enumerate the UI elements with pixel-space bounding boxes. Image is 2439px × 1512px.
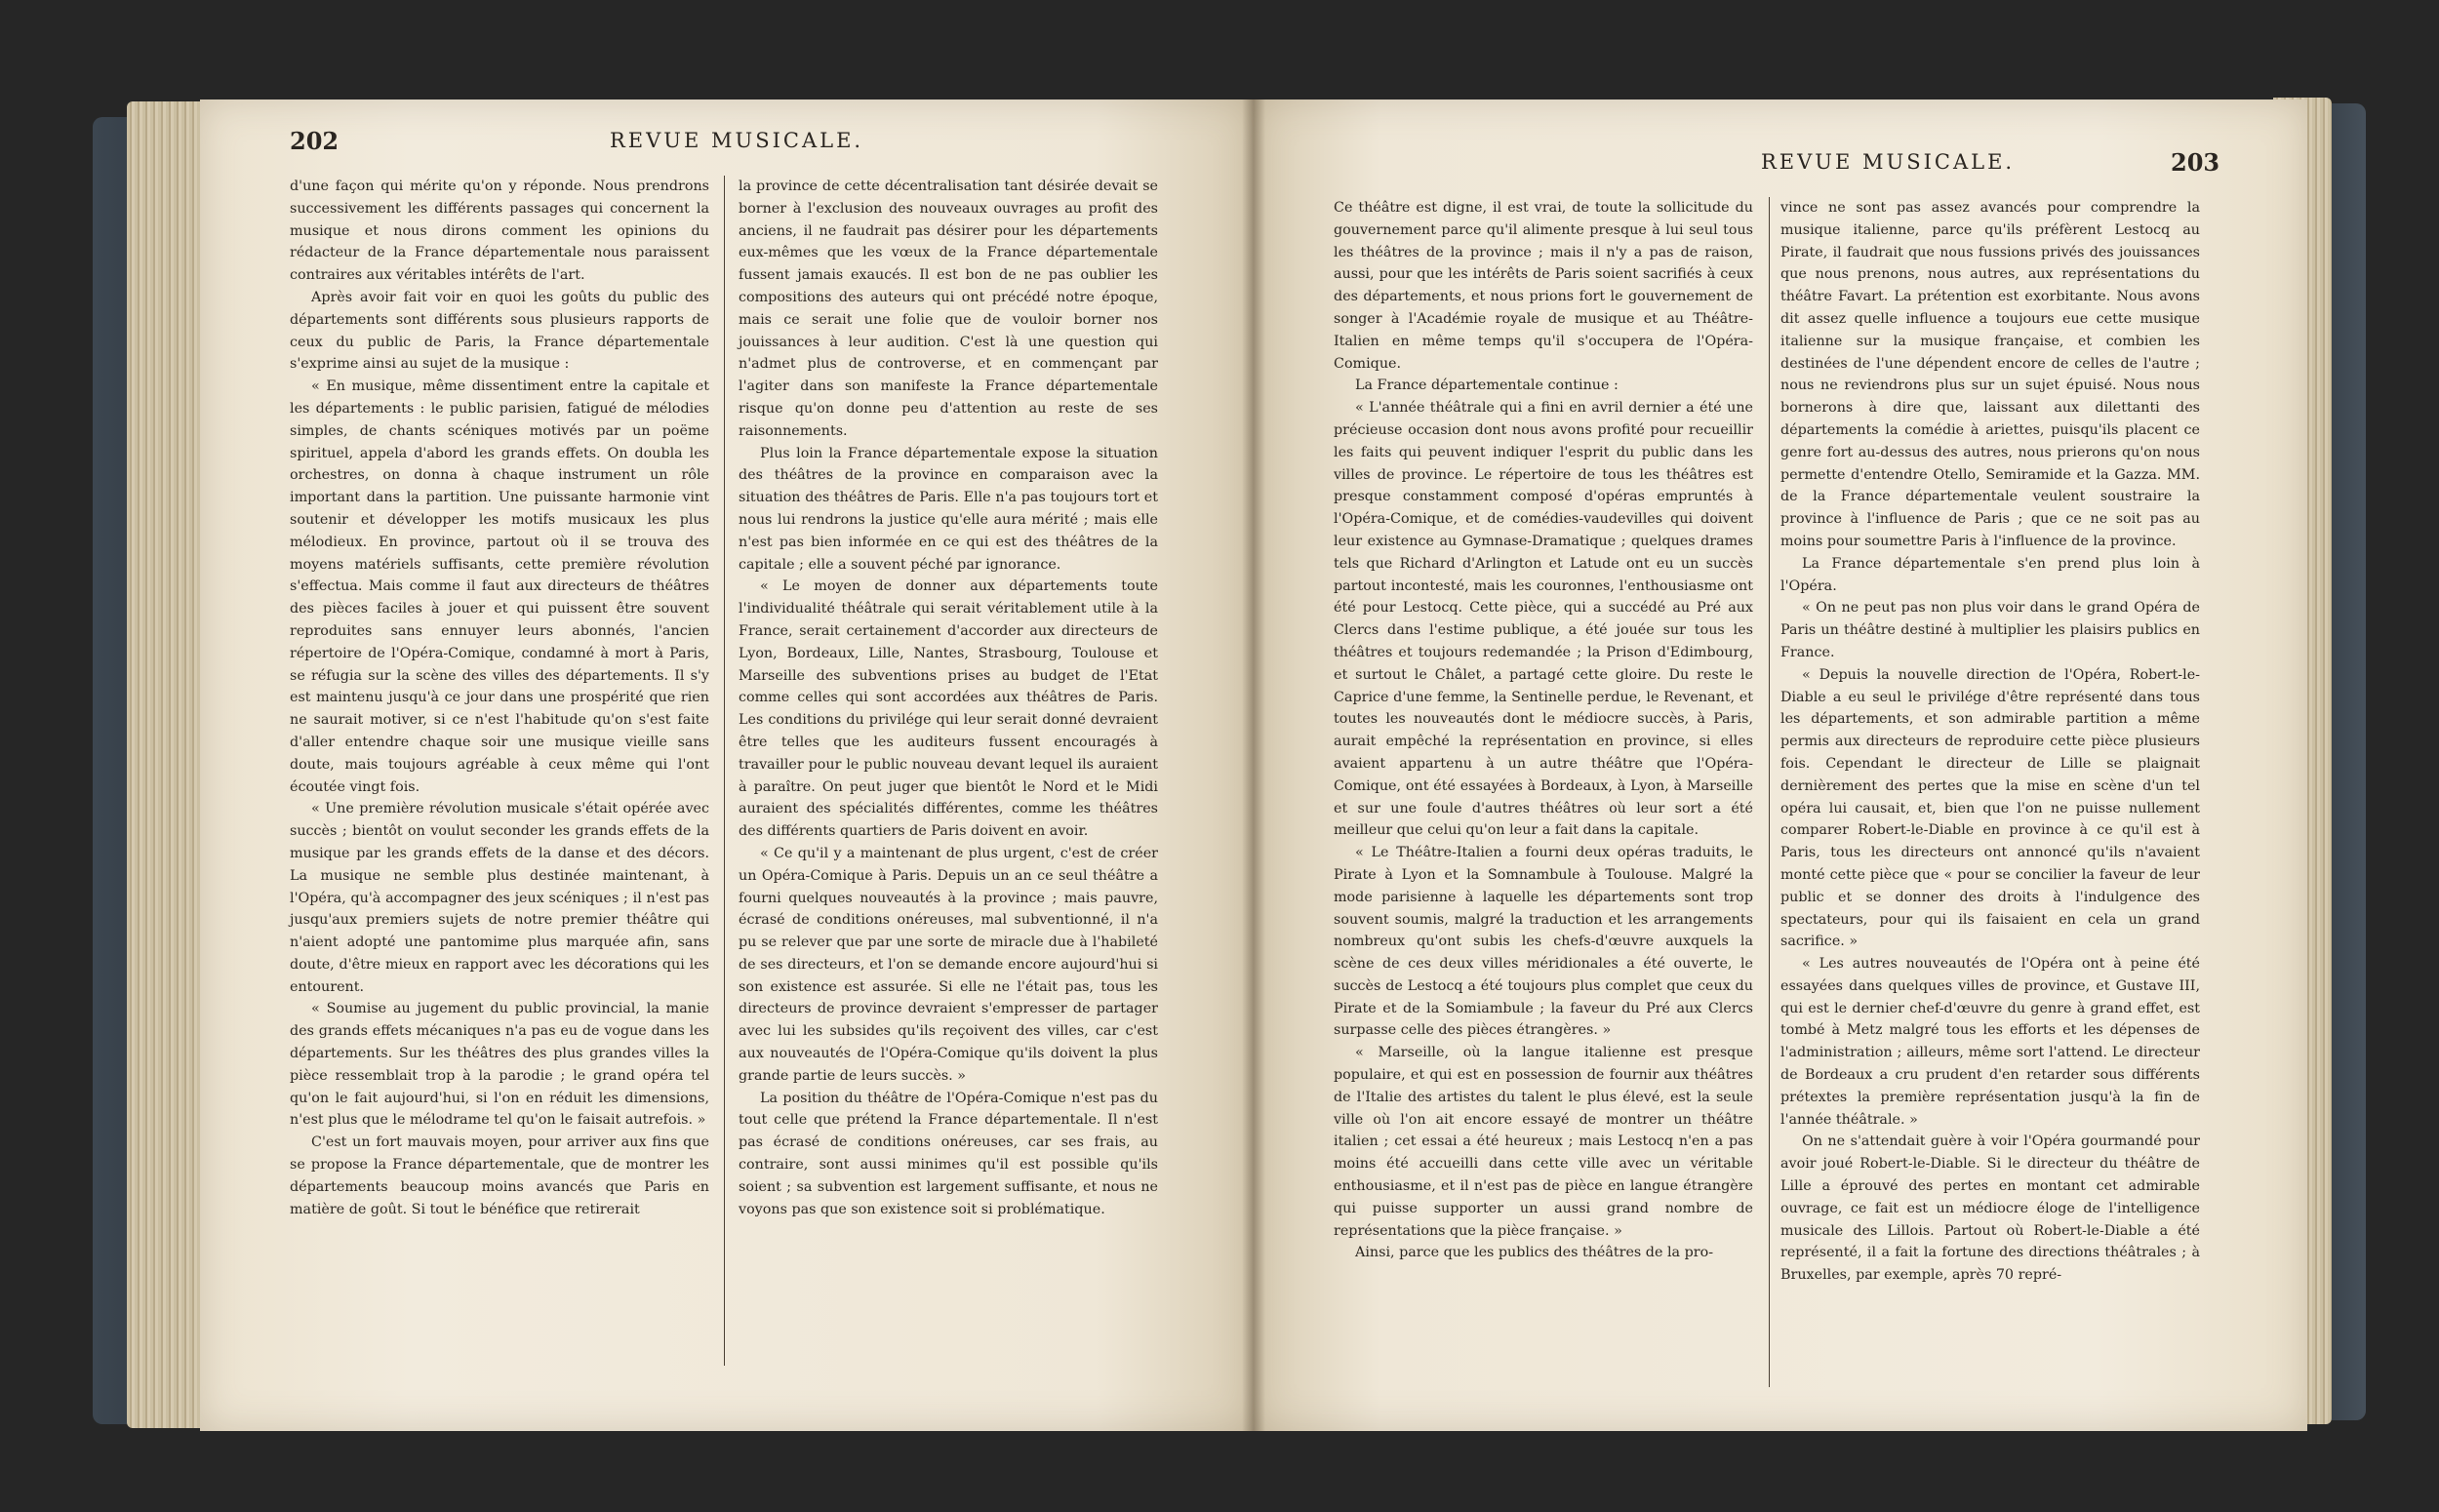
open-book	[93, 90, 2366, 1441]
paragraph: d'une façon qui mérite qu'on y réponde. Nous prendrons successivement les différents passages qui concernent la musique et nous dirons comment les opinions du rédacteur de la France départementale nous paraissent contraires aux véritables intérêts de l'art.	[290, 179, 709, 284]
paragraph: « Depuis la nouvelle direction de l'Opéra, Robert-le-Diable a eu seul le privilége d'être représenté dans tous les départements, et son admirable partition a même permis aux directeurs de reproduire cette pièce plusieurs fois. Cependant le directeur de Lille se plaignait dernièrement des pertes que la mise en scène d'un tel opéra lui causait, et, bien que l'on ne puisse nullement comparer Robert-le-Diable en province à ce qu'il est à Paris, tous les directeurs ont annoncé qu'ils n'avaient monté cette pièce que « pour se concilier la faveur de leur public et se donner des droits à l'indulgence des spectateurs, pour qui ils faisaient en cela un grand sacrifice. »	[1780, 666, 2200, 950]
column-rule-left	[724, 176, 725, 1366]
paragraph: On ne s'attendait guère à voir l'Opéra gourmandé pour avoir joué Robert-le-Diable. Si le directeur du théâtre de Lille a éprouvé des pertes en montant cet admirable ouvrage, ce fait est un médiocre éloge de l'intelligence musicale des Lillois. Partout où Robert-le-Diable a été représenté, il a fait la fortune des directions théâtrales ; à Bruxelles, par exemple, après 70 repré-	[1780, 1134, 2200, 1284]
paragraph: « On ne peut pas non plus voir dans le grand Opéra de Paris un théâtre destiné à multiplier les plaisirs publics en France.	[1780, 600, 2200, 660]
column-rule-right	[1769, 197, 1770, 1387]
paragraph: La France départementale s'en prend plus loin à l'Opéra.	[1780, 555, 2200, 594]
paragraph: Ainsi, parce que les publics des théâtres de la pro-	[1355, 1245, 1714, 1261]
right-page-column-1	[1334, 197, 1753, 1264]
paragraph: « Soumise au jugement du public provincial, la manie des grands effets mécaniques n'a pas eu de vogue dans les départements. Sur les théâtres des plus grandes villes la pièce ressemblait trop à la parodie ; le grand opéra tel qu'on le fait aujourd'hui, si l'on en réduit les dimensions, n'est plus que le mélodrame tel qu'on le faisait autrefois. »	[290, 1001, 709, 1129]
right-page	[1254, 99, 2307, 1431]
left-page-column-2	[739, 176, 1158, 1220]
left-page	[200, 99, 1254, 1431]
running-head-right: REVUE MUSICALE.	[1761, 150, 2016, 174]
paragraph: la province de cette décentralisation tant désirée devait se borner à l'exclusion des nouveaux ouvrages au profit des anciens, il ne faudrait pas désirer pour les départements eux-mêmes que les vœux de la France départementale fussent jamais exaucés. Il est bon de ne pas oublier les compositions des auteurs qui ont précédé notre époque, mais ce serait une folie que de vouloir borner nos jouissances à leur audition. C'est là une question qui n'admet plus de controverse, et en commençant par l'agiter dans son manifeste la France départementale risque qu'on donne peu d'attention au reste de ses raisonnements.	[739, 179, 1158, 439]
paragraph: vince ne sont pas assez avancés pour comprendre la musique italienne, parce qu'ils préfèrent Lestocq au Pirate, il faudrait que nous fussions privés des jouissances que nous prenons, nous autres, aux représentations du théâtre Favart. La prétention est exorbitante. Nous avons dit assez quelle influence a toujours eue cette musique italienne sur la musique française, et combien les destinées de l'une dépendent encore de celles de l'autre ; nous ne reviendrons plus sur un sujet épuisé. Nous nous bornerons à dire que, laissant aux dilettanti des départements la comédie à ariettes, puisqu'ils placent ce genre fort au-dessus des autres, nous prierons qu'on nous permette d'entendre Otello, Semiramide et la Gazza. MM. de la France départementale veulent soustraire la province à l'influence de Paris ; que ce ne soit pas au moins pour soumettre Paris à l'influence de la province.	[1780, 200, 2200, 549]
left-page-column-1	[290, 176, 709, 1220]
paragraph: « Le Théâtre-Italien a fourni deux opéras traduits, le Pirate à Lyon et la Somnambule à Toulouse. Malgré la mode parisienne à laquelle les départements sont trop souvent soumis, malgré la traduction et les arrangements nombreux qu'ont subis les chefs-d'œuvre auxquels la scène de ces deux villes méridionales a été ouverte, le succès de Lestocq a été toujours plus complet que ceux du Pirate et de la Somiambule ; la faveur du Pré aux Clercs surpasse celle des pièces étrangères. »	[1334, 845, 1753, 1039]
paragraph: Plus loin la France départementale expose la situation des théâtres de la province en comparaison avec la situation des théâtres de Paris. Elle n'a pas toujours tort et nous lui rendrons la justice qu'elle aura mérité ; mais elle n'est pas bien informée en ce qui est des théâtres de la capitale ; elle a souvent péché par ignorance.	[739, 445, 1158, 573]
paragraph: « Marseille, où la langue italienne est presque populaire, et qui est en possession de fournir aux théâtres de l'Italie des artistes du talent le plus élevé, est la seule ville où l'on ait encore essayé de montrer un théâtre italien ; cet essai a été heureux ; mais Lestocq n'en a pas moins été accueilli dans cette ville avec un véritable enthousiasme, et il n'est pas de pièce en langue étrangère qui puisse supporter un aussi grand nombre de représentations que la pièce française. »	[1334, 1045, 1753, 1239]
paragraph: « Une première révolution musicale s'était opérée avec succès ; bientôt on voulut seconder les grands effets de la musique par les grands effets de la danse et des décors. La musique ne semble plus destinée maintenant, à l'Opéra, qu'à accompagner des jeux scéniques ; il n'est pas jusqu'aux premiers sujets de notre premier théâtre qui n'aient adopté une pantomime plus marquée afin, sans doute, d'être mieux en rapport avec les décorations qui les entourent.	[290, 801, 709, 995]
running-head-left: REVUE MUSICALE.	[610, 129, 864, 152]
page-number-right: 203	[2171, 148, 2220, 177]
right-page-column-2	[1780, 197, 2200, 1287]
book-gutter	[1242, 99, 1265, 1431]
paragraph: « Les autres nouveautés de l'Opéra ont à peine été essayées dans quelques villes de province, et Gustave III, qui est le dernier chef-d'œuvre du genre à grand effet, est tombé à Metz malgré tous les efforts et les dépenses de l'administration ; ailleurs, même sort l'attend. Le directeur de Bordeaux a cru prudent d'en retarder sous différents prétextes la première représentation jusqu'à la fin de l'année théâtrale. »	[1780, 956, 2200, 1128]
paragraph: La position du théâtre de l'Opéra-Comique n'est pas du tout celle que prétend la France départementale. Il n'est pas écrasé de conditions onéreuses, car ses frais, au contraire, sont aussi minimes qu'il est possible qu'ils soient ; sa subvention est largement suffisante, et nous ne voyons pas que son existence soit si problématique.	[739, 1090, 1158, 1217]
paragraph: « En musique, même dissentiment entre la capitale et les départements : le public parisien, fatigué de mélodies simples, de chants scéniques motivés par un poëme spirituel, appela d'abord les grands effets. On doubla les orchestres, on donna à chaque instrument un rôle important dans la partition. Une puissante harmonie vint soutenir et développer les motifs musicaux les plus mélodieux. En province, partout où il se trouva des moyens matériels suffisants, cette première révolution s'effectua. Mais comme il faut aux directeurs de théâtres des pièces faciles à jouer et qui puissent être souvent reproduites sans ennuyer leurs abonnés, l'ancien répertoire de l'Opéra-Comique, condamné à mort à Paris, se réfugia sur la scène des villes des départements. Il s'y est maintenu jusqu'à ce jour dans une prospérité que rien ne saurait motiver, si ce n'est l'habitude qu'on s'est faite d'aller entendre chaque soir une musique vieille sans doute, mais toujours agréable à ceux même qui l'ont écoutée vingt fois.	[290, 378, 709, 795]
paragraph: Ce théâtre est digne, il est vrai, de toute la sollicitude du gouvernement parce qu'il alimente presque à lui seul tous les théâtres de la province ; mais il n'y a pas de raison, aussi, pour que les intérêts de Paris soient sacrifiés à ceux des départements, et nous prions fort le gouvernement de songer à l'Académie royale de musique et au Théâtre-Italien en même temps qu'il s'occupera de l'Opéra-Comique.	[1334, 200, 1753, 372]
page-number-left: 202	[290, 127, 340, 155]
paragraph: « Ce qu'il y a maintenant de plus urgent, c'est de créer un Opéra-Comique à Paris. Depuis un an ce seul théâtre a fourni quelques nouveautés à la province ; mais pauvre, écrasé de conditions onéreuses, mal subventionné, il n'a pu se relever que par une sorte de miracle due à l'habileté de ses directeurs, et l'on se demande encore aujourd'hui si son existence est assurée. Si elle ne l'était pas, tous les directeurs de province devraient s'empresser de partager avec lui les subsides qu'ils reçoivent des villes, car c'est aux nouveautés de l'Opéra-Comique qu'ils doivent la plus grande partie de leurs succès. »	[739, 845, 1158, 1084]
paragraph: « L'année théâtrale qui a fini en avril dernier a été une précieuse occasion dont nous avons profité pour recueillir les faits qui peuvent indiquer l'esprit du public dans les villes de province. Le répertoire de tous les théâtres est presque constamment composé d'opéras empruntés à l'Opéra-Comique, et de comédies-vaudevilles qui doivent leur existence au Gymnase-Dramatique ; quelques drames tels que Richard d'Arlington et Latude ont eu un succès partout incontesté, mais les couronnes, l'enthousiasme ont été pour Lestocq. Cette pièce, qui a succédé au Pré aux Clercs dans l'estime publique, a été jouée sur tous les théâtres et toujours redemandée ; la Prison d'Edimbourg, et surtout le Châlet, a partagé cette gloire. Du reste le Caprice d'une femme, la Sentinelle perdue, le Revenant, et toutes les nouveautés dont le médiocre succès, à Paris, aurait empêché la représentation en province, si elles avaient appartenu à un autre théâtre que l'Opéra-Comique, ont été essayées à Bordeaux, à Lyon, à Marseille et sur une foule d'autres théâtres où leur sort a été meilleur que celui qu'on leur a fait dans la capitale.	[1334, 400, 1753, 839]
paragraph: Après avoir fait voir en quoi les goûts du public des départements sont différents sous plusieurs rapports de ceux du public de Paris, la France départementale s'exprime ainsi au sujet de la musique :	[290, 289, 709, 373]
paragraph: La France départementale continue :	[1355, 378, 1619, 394]
paragraph: C'est un fort mauvais moyen, pour arriver aux fins que se propose la France départementale, que de montrer les départements beaucoup moins avancés que Paris en matière de goût. Si tout le bénéfice que retirerait	[290, 1134, 709, 1217]
paragraph: « Le moyen de donner aux départements toute l'individualité théâtrale qui serait véritablement utile à la France, serait certainement d'accorder aux directeurs de Lyon, Bordeaux, Lille, Nantes, Strasbourg, Toulouse et Marseille des subventions prises au budget de l'Etat comme celles qui sont accordées aux théâtres de Paris. Les conditions du privilége qui leur serait donné devraient être telles que les auditeurs fussent encouragés à travailler pour le public nouveau devant lequel ils auraient à paraître. On peut juger que bientôt le Nord et le Midi auraient des spécialités différentes, comme les théâtres des différents quartiers de Paris doivent en avoir.	[739, 578, 1158, 840]
